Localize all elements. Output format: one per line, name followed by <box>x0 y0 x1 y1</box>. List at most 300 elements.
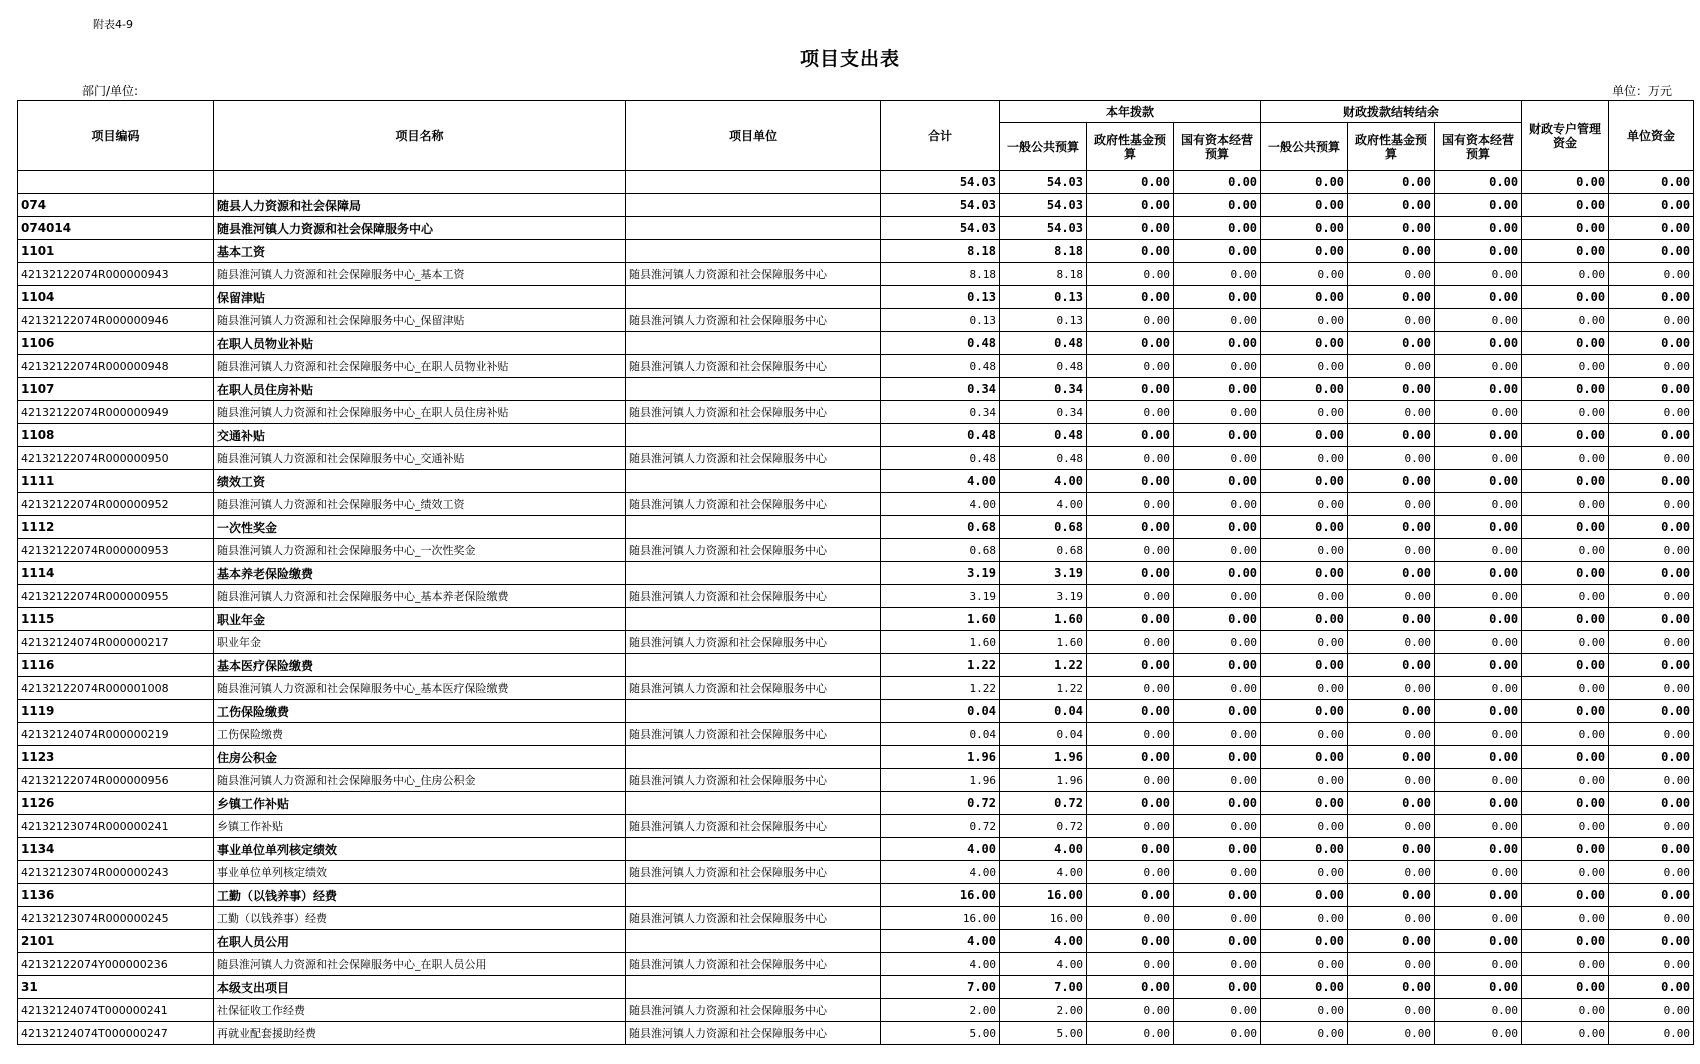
cell-code: 1126 <box>18 792 214 815</box>
cell-co-general-budget: 0.00 <box>1261 838 1348 861</box>
cell-code: 074 <box>18 194 214 217</box>
cell-unit-fund: 0.00 <box>1609 723 1694 746</box>
cell-total: 0.34 <box>881 378 1000 401</box>
header-cy-general-budget: 一般公共预算 <box>1000 123 1087 171</box>
cell-special-fund: 0.00 <box>1522 493 1609 516</box>
cell-co-gov-fund: 0.00 <box>1348 654 1435 677</box>
cell-total: 1.22 <box>881 677 1000 700</box>
cell-cy-gov-fund: 0.00 <box>1087 401 1174 424</box>
cell-co-general-budget: 0.00 <box>1261 470 1348 493</box>
table-row <box>18 355 1694 378</box>
cell-co-general-budget: 0.00 <box>1261 953 1348 976</box>
cell-cy-general-budget: 0.04 <box>1000 700 1087 723</box>
table-row <box>18 332 1694 355</box>
cell-co-general-budget: 0.00 <box>1261 516 1348 539</box>
cell-co-state-capital: 0.00 <box>1435 332 1522 355</box>
cell-cy-general-budget: 0.48 <box>1000 424 1087 447</box>
cell-cy-general-budget: 0.68 <box>1000 516 1087 539</box>
cell-co-state-capital: 0.00 <box>1435 562 1522 585</box>
cell-co-gov-fund: 0.00 <box>1348 355 1435 378</box>
cell-unit <box>626 654 881 677</box>
cell-co-gov-fund: 0.00 <box>1348 263 1435 286</box>
cell-cy-general-budget: 54.03 <box>1000 217 1087 240</box>
header-unit-fund: 单位资金 <box>1609 101 1694 171</box>
cell-unit <box>626 700 881 723</box>
cell-name: 绩效工资 <box>214 470 626 493</box>
cell-co-general-budget: 0.00 <box>1261 355 1348 378</box>
table-row <box>18 240 1694 263</box>
cell-co-gov-fund: 0.00 <box>1348 309 1435 332</box>
cell-unit-fund: 0.00 <box>1609 999 1694 1022</box>
cell-total: 0.04 <box>881 700 1000 723</box>
cell-co-gov-fund: 0.00 <box>1348 562 1435 585</box>
table-row <box>18 861 1694 884</box>
cell-co-gov-fund: 0.00 <box>1348 999 1435 1022</box>
cell-co-gov-fund: 0.00 <box>1348 470 1435 493</box>
cell-total: 0.68 <box>881 539 1000 562</box>
cell-co-state-capital: 0.00 <box>1435 493 1522 516</box>
cell-cy-general-budget: 0.72 <box>1000 792 1087 815</box>
cell-co-gov-fund: 0.00 <box>1348 286 1435 309</box>
table-row <box>18 309 1694 332</box>
cell-cy-state-capital: 0.00 <box>1174 677 1261 700</box>
cell-cy-gov-fund: 0.00 <box>1087 677 1174 700</box>
cell-co-gov-fund: 0.00 <box>1348 217 1435 240</box>
cell-cy-general-budget: 4.00 <box>1000 838 1087 861</box>
cell-unit: 随县淮河镇人力资源和社会保障服务中心 <box>626 1022 881 1045</box>
cell-cy-state-capital: 0.00 <box>1174 447 1261 470</box>
cell-unit-fund: 0.00 <box>1609 539 1694 562</box>
table-row <box>18 746 1694 769</box>
cell-cy-state-capital: 0.00 <box>1174 746 1261 769</box>
cell-total: 4.00 <box>881 861 1000 884</box>
cell-co-general-budget: 0.00 <box>1261 608 1348 631</box>
cell-co-state-capital: 0.00 <box>1435 585 1522 608</box>
cell-total: 1.96 <box>881 769 1000 792</box>
table-row <box>18 539 1694 562</box>
cell-name: 基本养老保险缴费 <box>214 562 626 585</box>
cell-code: 31 <box>18 976 214 999</box>
cell-cy-general-budget: 4.00 <box>1000 930 1087 953</box>
cell-name: 交通补贴 <box>214 424 626 447</box>
cell-special-fund: 0.00 <box>1522 562 1609 585</box>
cell-co-general-budget: 0.00 <box>1261 217 1348 240</box>
table-row <box>18 470 1694 493</box>
cell-unit-fund: 0.00 <box>1609 930 1694 953</box>
cell-total: 0.04 <box>881 723 1000 746</box>
cell-name: 随县淮河镇人力资源和社会保障服务中心_在职人员物业补贴 <box>214 355 626 378</box>
cell-special-fund: 0.00 <box>1522 976 1609 999</box>
cell-unit: 随县淮河镇人力资源和社会保障服务中心 <box>626 355 881 378</box>
cell-cy-state-capital: 0.00 <box>1174 401 1261 424</box>
cell-cy-general-budget: 54.03 <box>1000 171 1087 194</box>
cell-code: 1123 <box>18 746 214 769</box>
cell-unit-fund: 0.00 <box>1609 1022 1694 1045</box>
cell-cy-state-capital: 0.00 <box>1174 378 1261 401</box>
cell-total: 1.60 <box>881 608 1000 631</box>
cell-cy-gov-fund: 0.00 <box>1087 171 1174 194</box>
header-co-general-budget: 一般公共预算 <box>1261 123 1348 171</box>
cell-name: 工伤保险缴费 <box>214 723 626 746</box>
cell-cy-state-capital: 0.00 <box>1174 838 1261 861</box>
cell-cy-general-budget: 0.13 <box>1000 286 1087 309</box>
cell-unit-fund: 0.00 <box>1609 700 1694 723</box>
cell-co-gov-fund: 0.00 <box>1348 884 1435 907</box>
cell-special-fund: 0.00 <box>1522 723 1609 746</box>
cell-co-state-capital: 0.00 <box>1435 470 1522 493</box>
cell-name: 事业单位单列核定绩效 <box>214 838 626 861</box>
header-co-gov-fund: 政府性基金预算 <box>1348 123 1435 171</box>
cell-co-gov-fund: 0.00 <box>1348 447 1435 470</box>
cell-special-fund: 0.00 <box>1522 838 1609 861</box>
header-cy-gov-fund: 政府性基金预算 <box>1087 123 1174 171</box>
cell-co-gov-fund: 0.00 <box>1348 539 1435 562</box>
cell-unit-fund: 0.00 <box>1609 171 1694 194</box>
cell-co-gov-fund: 0.00 <box>1348 631 1435 654</box>
cell-co-general-budget: 0.00 <box>1261 447 1348 470</box>
cell-unit: 随县淮河镇人力资源和社会保障服务中心 <box>626 447 881 470</box>
cell-name: 保留津贴 <box>214 286 626 309</box>
cell-code: 2101 <box>18 930 214 953</box>
cell-cy-general-budget: 0.72 <box>1000 815 1087 838</box>
cell-special-fund: 0.00 <box>1522 424 1609 447</box>
cell-name: 乡镇工作补贴 <box>214 815 626 838</box>
cell-unit <box>626 240 881 263</box>
cell-unit <box>626 792 881 815</box>
cell-total: 4.00 <box>881 493 1000 516</box>
cell-unit <box>626 608 881 631</box>
cell-unit <box>626 470 881 493</box>
cell-cy-state-capital: 0.00 <box>1174 769 1261 792</box>
cell-total: 0.13 <box>881 309 1000 332</box>
cell-unit: 随县淮河镇人力资源和社会保障服务中心 <box>626 585 881 608</box>
cell-co-general-budget: 0.00 <box>1261 723 1348 746</box>
cell-cy-state-capital: 0.00 <box>1174 723 1261 746</box>
cell-cy-state-capital: 0.00 <box>1174 654 1261 677</box>
table-body <box>18 171 1694 1045</box>
table-row <box>18 654 1694 677</box>
cell-co-gov-fund: 0.00 <box>1348 930 1435 953</box>
cell-co-state-capital: 0.00 <box>1435 792 1522 815</box>
cell-co-state-capital: 0.00 <box>1435 263 1522 286</box>
cell-unit <box>626 884 881 907</box>
cell-code: 42132122074R000001008 <box>18 677 214 700</box>
cell-unit: 随县淮河镇人力资源和社会保障服务中心 <box>626 677 881 700</box>
cell-co-general-budget: 0.00 <box>1261 976 1348 999</box>
cell-cy-gov-fund: 0.00 <box>1087 240 1174 263</box>
cell-name: 住房公积金 <box>214 746 626 769</box>
cell-cy-gov-fund: 0.00 <box>1087 861 1174 884</box>
cell-co-gov-fund: 0.00 <box>1348 1022 1435 1045</box>
cell-code <box>18 171 214 194</box>
cell-cy-general-budget: 4.00 <box>1000 953 1087 976</box>
cell-cy-general-budget: 8.18 <box>1000 263 1087 286</box>
cell-co-gov-fund: 0.00 <box>1348 332 1435 355</box>
cell-unit-fund: 0.00 <box>1609 286 1694 309</box>
cell-code: 1108 <box>18 424 214 447</box>
cell-name: 再就业配套援助经费 <box>214 1022 626 1045</box>
cell-cy-general-budget: 5.00 <box>1000 1022 1087 1045</box>
cell-co-general-budget: 0.00 <box>1261 378 1348 401</box>
cell-unit <box>626 976 881 999</box>
cell-special-fund: 0.00 <box>1522 815 1609 838</box>
cell-cy-state-capital: 0.00 <box>1174 516 1261 539</box>
table-row <box>18 217 1694 240</box>
cell-co-state-capital: 0.00 <box>1435 815 1522 838</box>
cell-unit-fund: 0.00 <box>1609 217 1694 240</box>
cell-co-gov-fund: 0.00 <box>1348 861 1435 884</box>
cell-co-gov-fund: 0.00 <box>1348 723 1435 746</box>
cell-total: 54.03 <box>881 194 1000 217</box>
cell-cy-gov-fund: 0.00 <box>1087 815 1174 838</box>
cell-unit-fund: 0.00 <box>1609 654 1694 677</box>
cell-code: 42132124074T000000241 <box>18 999 214 1022</box>
cell-cy-state-capital: 0.00 <box>1174 286 1261 309</box>
cell-unit: 随县淮河镇人力资源和社会保障服务中心 <box>626 539 881 562</box>
cell-cy-gov-fund: 0.00 <box>1087 424 1174 447</box>
cell-total: 0.48 <box>881 355 1000 378</box>
cell-unit: 随县淮河镇人力资源和社会保障服务中心 <box>626 769 881 792</box>
cell-cy-general-budget: 3.19 <box>1000 585 1087 608</box>
cell-unit-fund: 0.00 <box>1609 309 1694 332</box>
cell-special-fund: 0.00 <box>1522 516 1609 539</box>
cell-co-state-capital: 0.00 <box>1435 631 1522 654</box>
cell-cy-gov-fund: 0.00 <box>1087 378 1174 401</box>
cell-special-fund: 0.00 <box>1522 240 1609 263</box>
cell-total: 0.48 <box>881 447 1000 470</box>
table-row <box>18 631 1694 654</box>
cell-cy-general-budget: 4.00 <box>1000 861 1087 884</box>
cell-co-state-capital: 0.00 <box>1435 194 1522 217</box>
cell-special-fund: 0.00 <box>1522 953 1609 976</box>
cell-cy-state-capital: 0.00 <box>1174 861 1261 884</box>
cell-co-gov-fund: 0.00 <box>1348 516 1435 539</box>
cell-special-fund: 0.00 <box>1522 677 1609 700</box>
cell-cy-state-capital: 0.00 <box>1174 953 1261 976</box>
cell-special-fund: 0.00 <box>1522 999 1609 1022</box>
cell-special-fund: 0.00 <box>1522 746 1609 769</box>
cell-unit: 随县淮河镇人力资源和社会保障服务中心 <box>626 631 881 654</box>
cell-cy-gov-fund: 0.00 <box>1087 884 1174 907</box>
table-row <box>18 562 1694 585</box>
cell-name: 随县人力资源和社会保障局 <box>214 194 626 217</box>
cell-code: 42132122074R000000953 <box>18 539 214 562</box>
cell-cy-gov-fund: 0.00 <box>1087 631 1174 654</box>
cell-code: 42132124074R000000217 <box>18 631 214 654</box>
cell-unit-fund: 0.00 <box>1609 516 1694 539</box>
cell-special-fund: 0.00 <box>1522 654 1609 677</box>
cell-unit: 随县淮河镇人力资源和社会保障服务中心 <box>626 309 881 332</box>
cell-special-fund: 0.00 <box>1522 1022 1609 1045</box>
cell-code: 1134 <box>18 838 214 861</box>
table-row <box>18 585 1694 608</box>
cell-special-fund: 0.00 <box>1522 631 1609 654</box>
cell-cy-gov-fund: 0.00 <box>1087 217 1174 240</box>
cell-name: 随县淮河镇人力资源和社会保障服务中心_基本工资 <box>214 263 626 286</box>
cell-cy-gov-fund: 0.00 <box>1087 194 1174 217</box>
cell-code: 074014 <box>18 217 214 240</box>
cell-unit: 随县淮河镇人力资源和社会保障服务中心 <box>626 263 881 286</box>
cell-code: 42132123074R000000245 <box>18 907 214 930</box>
cell-cy-state-capital: 0.00 <box>1174 263 1261 286</box>
currency-unit-label: 单位：万元 <box>1611 84 1672 98</box>
cell-co-state-capital: 0.00 <box>1435 723 1522 746</box>
cell-code: 42132122074R000000956 <box>18 769 214 792</box>
cell-unit <box>626 562 881 585</box>
cell-name: 在职人员住房补贴 <box>214 378 626 401</box>
table-row <box>18 263 1694 286</box>
cell-cy-state-capital: 0.00 <box>1174 631 1261 654</box>
cell-special-fund: 0.00 <box>1522 378 1609 401</box>
cell-co-general-budget: 0.00 <box>1261 539 1348 562</box>
cell-cy-general-budget: 7.00 <box>1000 976 1087 999</box>
cell-co-state-capital: 0.00 <box>1435 930 1522 953</box>
cell-unit-fund: 0.00 <box>1609 585 1694 608</box>
cell-unit-fund: 0.00 <box>1609 792 1694 815</box>
cell-co-general-budget: 0.00 <box>1261 746 1348 769</box>
cell-special-fund: 0.00 <box>1522 700 1609 723</box>
cell-code: 1107 <box>18 378 214 401</box>
cell-co-general-budget: 0.00 <box>1261 654 1348 677</box>
cell-co-state-capital: 0.00 <box>1435 1022 1522 1045</box>
cell-cy-general-budget: 1.96 <box>1000 769 1087 792</box>
table-row <box>18 815 1694 838</box>
header-special-fund: 财政专户管理资金 <box>1522 101 1609 171</box>
cell-unit-fund: 0.00 <box>1609 493 1694 516</box>
cell-co-general-budget: 0.00 <box>1261 631 1348 654</box>
cell-co-state-capital: 0.00 <box>1435 677 1522 700</box>
cell-co-gov-fund: 0.00 <box>1348 907 1435 930</box>
cell-cy-gov-fund: 0.00 <box>1087 769 1174 792</box>
cell-co-general-budget: 0.00 <box>1261 1022 1348 1045</box>
cell-name: 随县淮河镇人力资源和社会保障服务中心_交通补贴 <box>214 447 626 470</box>
cell-total: 4.00 <box>881 470 1000 493</box>
cell-cy-state-capital: 0.00 <box>1174 171 1261 194</box>
cell-cy-general-budget: 1.60 <box>1000 631 1087 654</box>
cell-unit-fund: 0.00 <box>1609 424 1694 447</box>
cell-cy-state-capital: 0.00 <box>1174 792 1261 815</box>
cell-total: 1.96 <box>881 746 1000 769</box>
cell-name: 随县淮河镇人力资源和社会保障服务中心_基本养老保险缴费 <box>214 585 626 608</box>
cell-total: 54.03 <box>881 171 1000 194</box>
cell-code: 42132122074R000000950 <box>18 447 214 470</box>
cell-unit-fund: 0.00 <box>1609 562 1694 585</box>
cell-co-gov-fund: 0.00 <box>1348 838 1435 861</box>
cell-cy-gov-fund: 0.00 <box>1087 539 1174 562</box>
cell-co-state-capital: 0.00 <box>1435 907 1522 930</box>
cell-total: 3.19 <box>881 585 1000 608</box>
cell-unit: 随县淮河镇人力资源和社会保障服务中心 <box>626 999 881 1022</box>
cell-total: 4.00 <box>881 838 1000 861</box>
cell-unit <box>626 378 881 401</box>
cell-code: 42132122074R000000946 <box>18 309 214 332</box>
cell-code: 42132122074R000000955 <box>18 585 214 608</box>
table-row <box>18 378 1694 401</box>
cell-total: 16.00 <box>881 884 1000 907</box>
cell-co-general-budget: 0.00 <box>1261 424 1348 447</box>
cell-co-state-capital: 0.00 <box>1435 309 1522 332</box>
table-row <box>18 907 1694 930</box>
cell-cy-general-budget: 0.13 <box>1000 309 1087 332</box>
cell-cy-gov-fund: 0.00 <box>1087 953 1174 976</box>
cell-code: 42132124074R000000219 <box>18 723 214 746</box>
cell-code: 1101 <box>18 240 214 263</box>
cell-cy-gov-fund: 0.00 <box>1087 493 1174 516</box>
cell-cy-gov-fund: 0.00 <box>1087 263 1174 286</box>
cell-unit-fund: 0.00 <box>1609 194 1694 217</box>
cell-cy-state-capital: 0.00 <box>1174 930 1261 953</box>
cell-special-fund: 0.00 <box>1522 263 1609 286</box>
cell-special-fund: 0.00 <box>1522 884 1609 907</box>
cell-unit <box>626 930 881 953</box>
cell-co-general-budget: 0.00 <box>1261 585 1348 608</box>
cell-co-gov-fund: 0.00 <box>1348 585 1435 608</box>
cell-cy-state-capital: 0.00 <box>1174 493 1261 516</box>
cell-cy-general-budget: 1.22 <box>1000 654 1087 677</box>
cell-co-gov-fund: 0.00 <box>1348 815 1435 838</box>
cell-name: 工勤（以钱养事）经费 <box>214 907 626 930</box>
table-row <box>18 769 1694 792</box>
cell-total: 0.48 <box>881 424 1000 447</box>
cell-cy-general-budget: 16.00 <box>1000 884 1087 907</box>
cell-code: 42132122074Y000000236 <box>18 953 214 976</box>
cell-co-state-capital: 0.00 <box>1435 976 1522 999</box>
cell-cy-general-budget: 16.00 <box>1000 907 1087 930</box>
cell-cy-state-capital: 0.00 <box>1174 309 1261 332</box>
cell-co-general-budget: 0.00 <box>1261 240 1348 263</box>
table-header <box>18 101 1694 171</box>
cell-co-state-capital: 0.00 <box>1435 539 1522 562</box>
cell-co-state-capital: 0.00 <box>1435 953 1522 976</box>
cell-unit-fund: 0.00 <box>1609 608 1694 631</box>
cell-cy-general-budget: 0.48 <box>1000 332 1087 355</box>
cell-unit-fund: 0.00 <box>1609 401 1694 424</box>
cell-name: 工勤（以钱养事）经费 <box>214 884 626 907</box>
cell-special-fund: 0.00 <box>1522 539 1609 562</box>
cell-co-state-capital: 0.00 <box>1435 424 1522 447</box>
cell-cy-gov-fund: 0.00 <box>1087 1022 1174 1045</box>
table-row <box>18 838 1694 861</box>
attachment-label: 附表4-9 <box>93 18 133 31</box>
cell-cy-gov-fund: 0.00 <box>1087 723 1174 746</box>
cell-unit-fund: 0.00 <box>1609 332 1694 355</box>
cell-code: 1114 <box>18 562 214 585</box>
cell-name: 基本医疗保险缴费 <box>214 654 626 677</box>
cell-cy-general-budget: 0.34 <box>1000 401 1087 424</box>
cell-total: 3.19 <box>881 562 1000 585</box>
cell-co-gov-fund: 0.00 <box>1348 378 1435 401</box>
department-label: 部门/单位: <box>82 84 139 98</box>
cell-special-fund: 0.00 <box>1522 470 1609 493</box>
header-cy-state-capital: 国有资本经营预算 <box>1174 123 1261 171</box>
table-row <box>18 976 1694 999</box>
cell-unit-fund: 0.00 <box>1609 976 1694 999</box>
cell-co-general-budget: 0.00 <box>1261 907 1348 930</box>
cell-co-state-capital: 0.00 <box>1435 654 1522 677</box>
cell-unit <box>626 217 881 240</box>
cell-special-fund: 0.00 <box>1522 194 1609 217</box>
cell-special-fund: 0.00 <box>1522 907 1609 930</box>
table-row <box>18 401 1694 424</box>
cell-cy-state-capital: 0.00 <box>1174 355 1261 378</box>
cell-cy-gov-fund: 0.00 <box>1087 470 1174 493</box>
cell-cy-gov-fund: 0.00 <box>1087 792 1174 815</box>
cell-cy-gov-fund: 0.00 <box>1087 976 1174 999</box>
cell-unit-fund: 0.00 <box>1609 240 1694 263</box>
cell-special-fund: 0.00 <box>1522 217 1609 240</box>
cell-unit <box>626 171 881 194</box>
cell-name: 社保征收工作经费 <box>214 999 626 1022</box>
